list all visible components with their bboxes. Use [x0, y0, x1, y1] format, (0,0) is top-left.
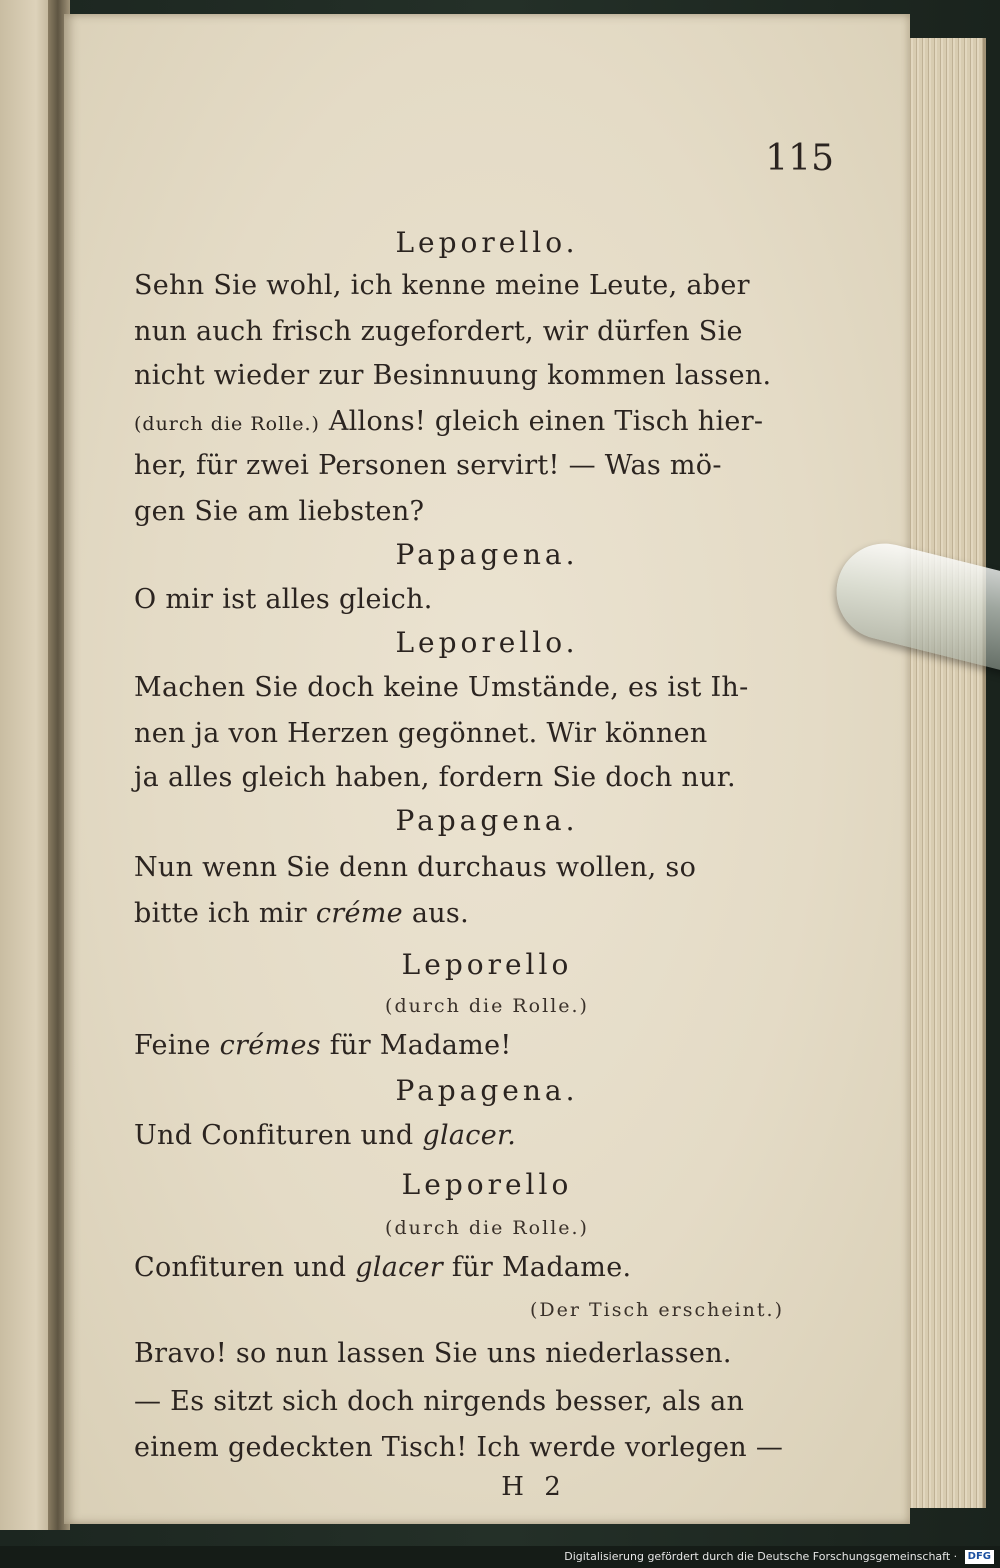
italic-word: crémes — [219, 1030, 321, 1061]
stage-direction-inline: (durch die Rolle.) — [134, 413, 320, 435]
stage-direction: (durch die Rolle.) — [385, 995, 589, 1017]
text-line: nicht wieder zur Besinnuung kommen lassen. — [134, 360, 772, 391]
italic-word: créme — [315, 898, 403, 929]
page-text-block — [64, 14, 910, 1524]
text-line — [134, 898, 834, 930]
italic-word: glacer. — [422, 1120, 517, 1151]
speaker-papagena-3: Papagena. — [395, 1074, 579, 1107]
text-line: Sehn Sie wohl, ich kenne meine Leute, aber — [134, 270, 750, 301]
speaker-leporello-1: Leporello. — [395, 226, 579, 259]
speaker-papagena-2: Papagena. — [395, 804, 579, 837]
dfg-logo-icon: DFG — [965, 1550, 994, 1564]
footer-separator: · — [953, 1550, 958, 1563]
text-segment: für Madame! — [329, 1030, 512, 1061]
text-segment: aus. — [411, 898, 469, 929]
text-segment: Allons! gleich einen Tisch hier- — [328, 406, 764, 437]
text-line: Bravo! so nun lassen Sie uns niederlassen. — [134, 1338, 732, 1369]
signature-mark: H 2 — [501, 1472, 567, 1502]
footer-credit: Digitalisierung gefördert durch die Deutsche Forschungsgemeinschaft — [564, 1550, 951, 1563]
speaker-leporello-4: Leporello — [401, 1168, 573, 1201]
text-segment: bitte ich mir — [134, 898, 307, 929]
text-line: nun auch frisch zugefordert, wir dürfen Sie — [134, 316, 743, 347]
text-line: — Es sitzt sich doch nirgends besser, als an — [134, 1386, 745, 1417]
speaker-papagena-1: Papagena. — [395, 538, 579, 571]
text-line: einem gedeckten Tisch! Ich werde vorlegen — — [134, 1432, 784, 1463]
text-segment: Feine — [134, 1030, 211, 1061]
text-line-with-direction — [134, 406, 834, 440]
text-segment: für Madame. — [451, 1252, 632, 1283]
stage-direction-table: (Der Tisch erscheint.) — [529, 1299, 784, 1321]
speaker-leporello-2: Leporello. — [395, 626, 579, 659]
text-line: Machen Sie doch keine Umstände, es ist Ih- — [134, 672, 749, 703]
speaker-leporello-3: Leporello — [401, 948, 573, 981]
stage-direction: (durch die Rolle.) — [385, 1217, 589, 1239]
text-segment: Und Confituren und — [134, 1120, 414, 1151]
text-line: nen ja von Herzen gegönnet. Wir können — [134, 718, 708, 749]
text-line: gen Sie am liebsten? — [134, 496, 425, 527]
text-line — [134, 1120, 834, 1152]
text-segment: Confituren und — [134, 1252, 347, 1283]
page-number: 115 — [765, 138, 834, 179]
digitization-footer — [564, 1549, 994, 1565]
text-line: Nun wenn Sie denn durchaus wollen, so — [134, 852, 697, 883]
book-page — [64, 14, 910, 1524]
text-line: O mir ist alles gleich. — [134, 584, 433, 615]
text-line: ja alles gleich haben, fordern Sie doch nur. — [134, 762, 736, 793]
text-line — [134, 1252, 834, 1284]
text-line — [134, 1030, 834, 1062]
italic-word: glacer — [355, 1252, 444, 1283]
text-line: her, für zwei Personen servirt! — Was mö- — [134, 450, 722, 481]
